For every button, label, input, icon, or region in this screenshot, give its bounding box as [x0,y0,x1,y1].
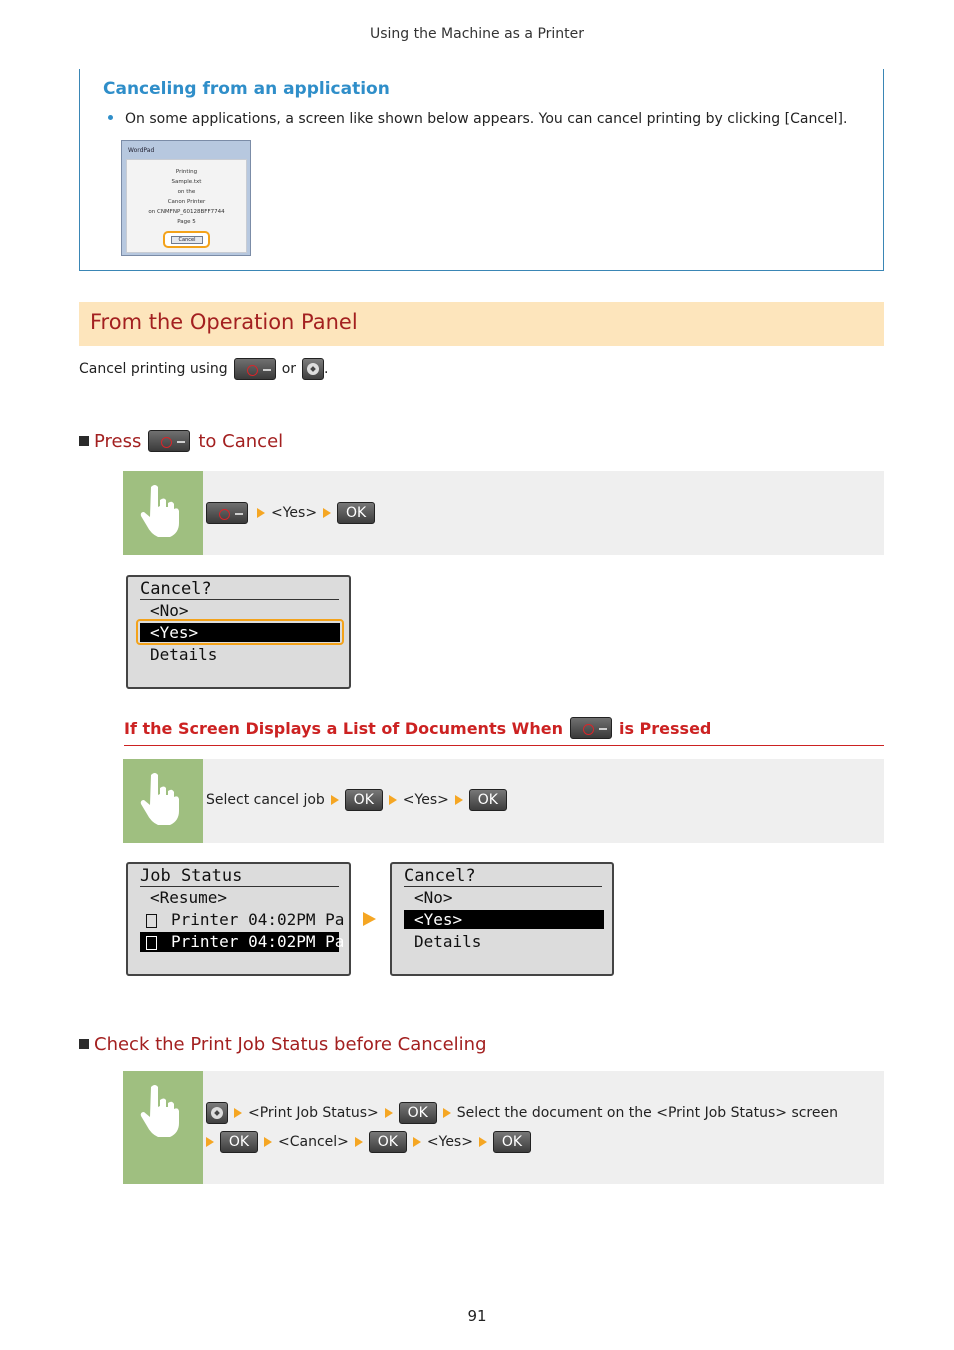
hand-column [123,471,203,555]
document-icon [146,914,157,928]
hand-pointer-icon [139,771,183,827]
print-dialog-line: Printing [175,169,198,175]
lcd-option-details: Details [150,645,218,664]
press-heading-prefix: Press [94,430,142,452]
step-select-document: Select the document on the <Print Job Status> screen [456,1105,838,1121]
intro-or-text: or [281,361,297,377]
print-dialog-body [126,159,247,253]
stop-key-icon [570,717,612,739]
print-dialog-line: on CNMFNP_60128BFF7744 [148,209,225,215]
check-status-step-box [123,1071,884,1184]
page-number: 91 [467,1307,487,1325]
ok-key-icon: OK [369,1131,407,1153]
hand-column [123,1071,203,1184]
arrow-right-icon [206,1137,214,1147]
check-status-heading-text: Check the Print Job Status before Canceling [94,1033,487,1055]
ok-key-icon: OK [337,502,375,524]
lcd-option-no: <No> [414,888,453,907]
arrow-right-icon [389,795,397,805]
app-cancel-bullet-text: On some applications, a screen like shown below appears. You can cancel printing by clicking [Cancel]. [125,111,848,127]
step-cancel-label: <Cancel> [278,1134,349,1150]
arrow-right-icon [264,1137,272,1147]
list-heading-prefix: If the Screen Displays a List of Documents When [124,718,563,738]
step-yes-label: <Yes> [402,792,449,808]
press-to-cancel-heading [79,428,283,454]
job-status-lcd [126,862,351,976]
operation-panel-intro [79,357,328,381]
document-list-heading [124,716,711,740]
arrow-right-icon [455,795,463,805]
check-status-step-row-1 [206,1101,838,1125]
print-dialog-line: Sample.txt [171,179,202,185]
lcd-title: Cancel? [404,866,476,886]
page-header: Using the Machine as a Printer [369,26,585,42]
lcd-divider [404,886,602,887]
step-select-cancel-job: Select cancel job [206,792,325,808]
square-bullet-icon [79,436,89,446]
print-dialog-title: WordPad [128,147,155,154]
stop-key-icon [234,358,276,380]
press-heading-suffix: to Cancel [198,430,284,452]
app-cancel-bullet [108,111,847,127]
operation-panel-title: From the Operation Panel [90,310,358,334]
hand-pointer-icon [139,1083,183,1139]
heading-underline [124,745,884,746]
lcd-option-resume: <Resume> [150,888,228,907]
lcd-option-yes-selected: <Yes> [404,910,604,929]
lcd-divider [140,886,339,887]
stop-key-icon [148,430,190,452]
lcd-option-no: <No> [150,601,189,620]
lcd-title: Cancel? [140,579,212,599]
app-cancel-box [79,69,884,271]
check-status-step-row-2 [206,1130,531,1154]
arrow-right-icon [331,795,339,805]
print-dialog-screenshot [121,140,251,256]
lcd-job-row-selected [140,932,345,952]
status-monitor-key-icon [206,1102,228,1124]
arrow-right-icon [385,1108,393,1118]
lcd-title: Job Status [140,866,243,886]
square-bullet-icon [79,1039,89,1049]
document-list-step-row [206,788,507,812]
operation-panel-section-bar [79,302,884,346]
lcd-job-row-selected-text: Printer 04:02PM Pa [171,932,345,951]
lcd-option-details: Details [414,932,482,951]
hand-column [123,759,203,843]
arrow-right-icon [234,1108,242,1118]
intro-end-text: . [324,361,329,377]
bullet-dot-icon [108,115,113,120]
ok-key-icon: OK [493,1131,531,1153]
document-icon [146,936,157,950]
hand-pointer-icon [139,483,183,539]
document-list-step-box [123,759,884,843]
arrow-right-icon [363,912,376,926]
print-dialog-cancel-highlight [163,231,210,248]
press-cancel-step-row [206,501,375,525]
ok-key-icon: OK [345,789,383,811]
step-yes-label: <Yes> [426,1134,473,1150]
arrow-right-icon [355,1137,363,1147]
list-heading-suffix: is Pressed [618,718,712,738]
arrow-right-icon [257,508,265,518]
arrow-right-icon [443,1108,451,1118]
lcd-option-yes-selected: <Yes> [140,623,340,642]
app-cancel-title: Canceling from an application [103,79,390,99]
lcd-job-row-text: Printer 04:02PM Pa [171,910,345,929]
step-yes-label: <Yes> [271,505,318,521]
ok-key-icon: OK [399,1102,437,1124]
intro-text: Cancel printing using [79,361,228,377]
cancel-confirm-lcd-2 [390,862,614,976]
print-dialog-line: Page 5 [177,219,196,225]
print-dialog-cancel-button[interactable]: Cancel [171,236,203,244]
arrow-right-icon [323,508,331,518]
step-print-job-status: <Print Job Status> [248,1105,379,1121]
check-status-heading [79,1031,487,1057]
ok-key-icon: OK [469,789,507,811]
press-cancel-step-box [123,471,884,555]
cancel-confirm-lcd [126,575,351,689]
print-dialog-line: Canon Printer [167,199,206,205]
status-monitor-key-icon [302,358,324,380]
ok-key-icon: OK [220,1131,258,1153]
lcd-divider [140,599,339,600]
arrow-right-icon [479,1137,487,1147]
lcd-job-row [146,910,344,929]
arrow-right-icon [413,1137,421,1147]
print-dialog-line: on the [177,189,196,195]
stop-key-icon [206,502,248,524]
